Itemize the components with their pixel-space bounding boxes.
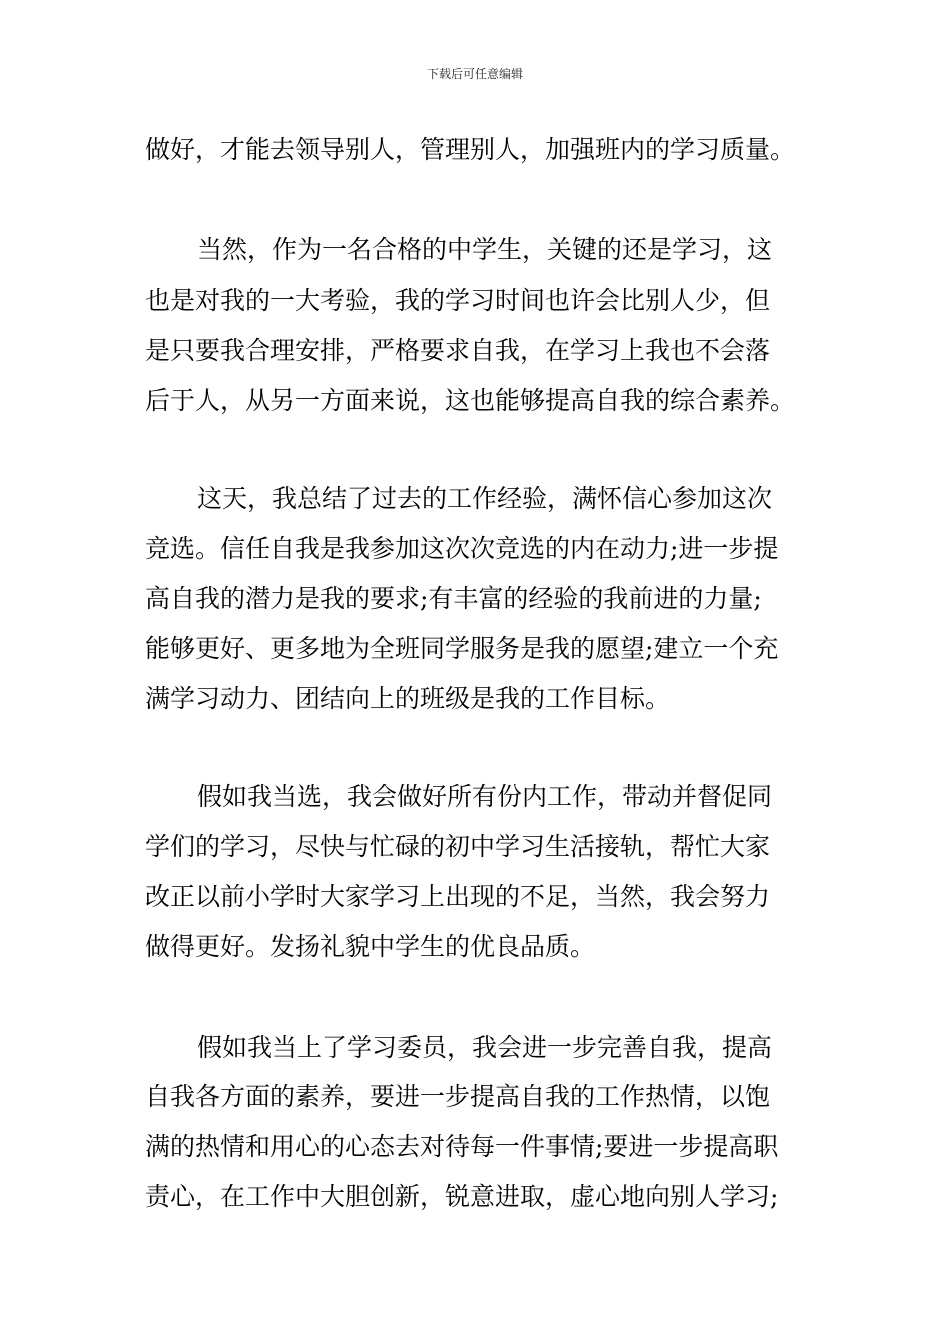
page-header: 下载后可任意编辑 [426,67,523,81]
text-line: 做得更好。发扬礼貌中学生的优良品质。 [145,932,596,961]
text-line: 满学习动力、团结向上的班级是我的工作目标。 [145,684,671,713]
text-line: 自我各方面的素养，要进一步提高自我的工作热情，以饱 [145,1082,771,1111]
text-line: 高自我的潜力是我的要求;有丰富的经验的我前进的力量; [145,584,762,613]
text-line: 责心，在工作中大胆创新，锐意进取，虚心地向别人学习; [145,1182,779,1211]
text-line: 假如我当上了学习委员，我会进一步完善自我，提高 [197,1033,773,1062]
text-line: 能够更好、更多地为全班同学服务是我的愿望;建立一个充 [145,634,779,663]
text-line: 满的热情和用心的心态去对待每一件事情;要进一步提高职 [145,1132,779,1161]
text-line: 改正以前小学时大家学习上出现的不足，当然，我会努力 [145,882,771,911]
text-line: 后于人，从另一方面来说，这也能够提高自我的综合素养。 [145,386,796,415]
text-line: 假如我当选，我会做好所有份内工作，带动并督促同 [197,782,773,811]
text-line: 这天，我总结了过去的工作经验，满怀信心参加这次 [197,484,773,513]
text-line: 也是对我的一大考验，我的学习时间也许会比别人少，但 [145,286,771,315]
text-line: 做好，才能去领导别人，管理别人，加强班内的学习质量。 [145,135,796,164]
text-line: 是只要我合理安排，严格要求自我，在学习上我也不会落 [145,336,771,365]
text-line: 竞选。信任自我是我参加这次次竞选的内在动力;进一步提 [145,534,779,563]
text-line: 学们的学习，尽快与忙碌的初中学习生活接轨，帮忙大家 [145,832,771,861]
text-line: 当然，作为一名合格的中学生，关键的还是学习，这 [197,235,773,264]
